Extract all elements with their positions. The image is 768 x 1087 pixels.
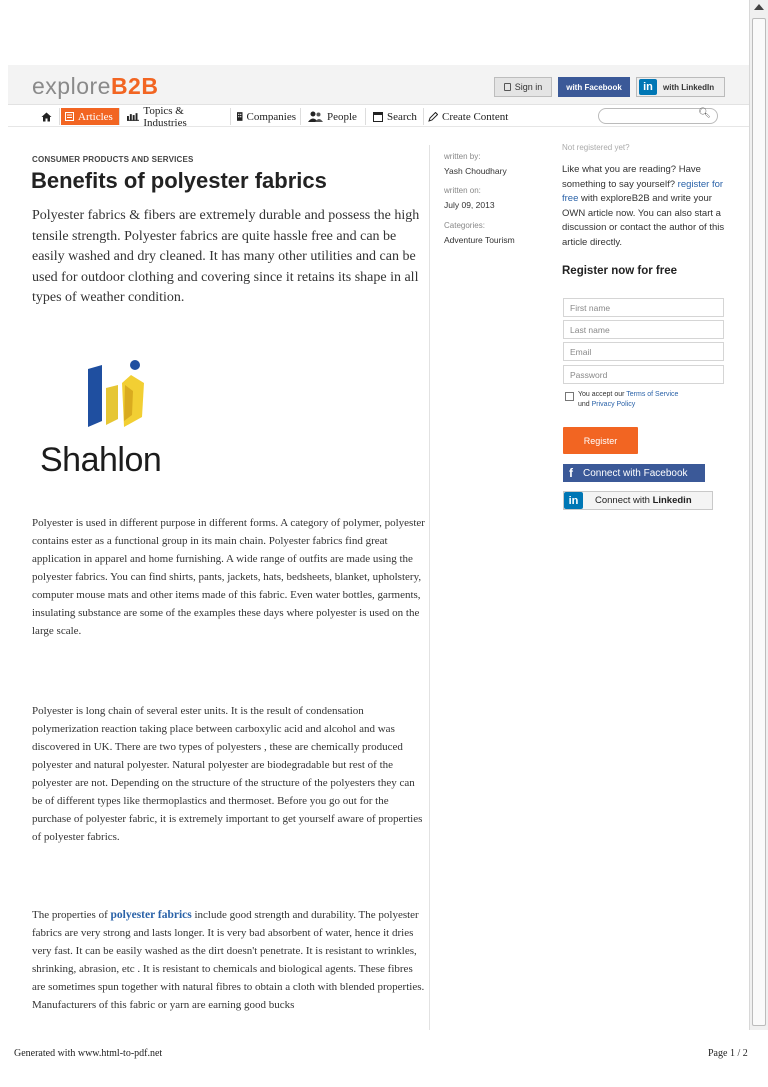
terms-text xyxy=(578,390,678,410)
scrollbar-thumb[interactable] xyxy=(752,18,766,1026)
terms-und: und xyxy=(578,401,592,408)
terms-checkbox[interactable] xyxy=(565,392,574,401)
login-facebook-button[interactable] xyxy=(558,77,630,97)
nav-search-input[interactable] xyxy=(598,108,718,124)
home-icon xyxy=(41,112,52,122)
nav-item-companies[interactable] xyxy=(233,108,301,125)
password-field[interactable]: Password xyxy=(563,365,724,384)
author-name[interactable]: Yash Choudhary xyxy=(444,166,507,176)
pencil-icon xyxy=(428,112,438,122)
terms-prefix: You accept our xyxy=(578,391,627,398)
paragraph-3-intro: The properties of xyxy=(32,909,111,921)
article-category[interactable]: CONSUMER PRODUCTS AND SERVICES xyxy=(32,155,194,164)
nav-item-articles[interactable] xyxy=(61,108,120,125)
nav-item-create-content[interactable] xyxy=(424,108,516,125)
building-icon xyxy=(237,111,243,122)
connect-facebook-button[interactable] xyxy=(563,464,705,482)
pitch-text-1: Like what you are reading? Have something to say yourself? xyxy=(562,164,701,190)
publish-date: July 09, 2013 xyxy=(444,200,495,210)
connect-facebook-label: Connect with Facebook xyxy=(583,467,688,479)
written-on-label: written on: xyxy=(444,186,481,195)
people-icon xyxy=(308,111,323,122)
not-registered-text: Not registered yet? xyxy=(562,143,630,152)
logo-suffix: B2B xyxy=(110,73,159,99)
main-nav xyxy=(8,105,749,127)
magnifier-icon[interactable]: 🔍︎ xyxy=(698,108,711,119)
articles-icon xyxy=(65,112,74,121)
sign-in-label: Sign in xyxy=(514,82,543,92)
article-lead: Polyester fabrics & fibers are extremely durable and possess the high tensile strength. Polyester fabrics are quite hassle free and can be easily washed and dry cleaned. It has many other utilities and can be used for outdoor clothing and covering since it retains its shape in all types of weather condition. xyxy=(32,208,420,305)
categories-label: Categories: xyxy=(444,221,485,230)
paragraph-3-body: include good strength and durability. The polyester fabrics are very strong and lasts longer. It is very bad absorbent of water, hence it dries very fast. It can be easily washed as the dirt doesn't penetrate. It is resistant to wrinkles, shrinking, abrasion, etc . It is resistant to chemicals and biological agents. These fibres are sometimes spun together with natural fibres to obtain a cloth with blended properties. Manufacturers of this fabric or yarn are earning good bucks xyxy=(32,909,425,1011)
connect-linkedin-brand: Linkedin xyxy=(652,495,692,506)
nav-item-topics[interactable] xyxy=(123,104,231,129)
written-by-label: written by: xyxy=(444,152,481,161)
sign-in-button[interactable] xyxy=(494,77,552,97)
privacy-policy-link[interactable]: Privacy Policy xyxy=(591,401,636,408)
register-heading: Register now for free xyxy=(562,265,678,277)
nav-label-create-content: Create Content xyxy=(442,110,509,123)
vertical-scrollbar[interactable] xyxy=(749,0,768,1030)
logo-prefix: explore xyxy=(32,73,111,99)
shahlon-wordmark: Shahlon xyxy=(40,441,162,479)
sidebar-pitch xyxy=(562,163,732,250)
page-number: Page 1 / 2 xyxy=(708,1048,748,1059)
site-header xyxy=(8,65,749,105)
article-paragraph-1: Polyester is used in different purpose in different forms. A category of polymer, polyester contains ester as a functional group in its main chain. Polyester fabrics find great application in apparel and home furnishing. A wide range of outfits are made using the polyester fabrics. You can find shirts, pants, jackets, hats, bedsheets, blanket, upholstery, computer mouse mats and other items made of this fabric. Even water bottles, garments, insulating substance are some of the examples these days where polyester is used on the large scale. xyxy=(32,517,425,637)
polyester-fabrics-link[interactable]: polyester fabrics xyxy=(110,909,192,921)
article-paragraph-3 xyxy=(32,906,427,1014)
connect-linkedin-label xyxy=(595,495,692,506)
nav-label-articles: Articles xyxy=(78,110,113,123)
login-linkedin-label: with LinkedIn xyxy=(663,82,715,92)
nav-label-topics: Topics & Industries xyxy=(143,104,187,129)
linkedin-icon: in xyxy=(639,79,657,95)
generated-footer: Generated with www.html-to-pdf.net xyxy=(14,1048,163,1059)
scroll-up-arrow-icon[interactable] xyxy=(754,4,764,10)
lock-icon xyxy=(504,83,511,91)
register-free-link[interactable]: register for free xyxy=(562,178,724,204)
login-linkedin-button[interactable] xyxy=(636,77,725,97)
category-link[interactable]: Adventure Tourism xyxy=(444,235,515,245)
connect-linkedin-button[interactable] xyxy=(563,491,713,510)
shahlon-logo-image xyxy=(32,335,197,500)
search-icon xyxy=(373,112,383,122)
nav-label-search: Search xyxy=(387,110,417,123)
first-name-field[interactable]: First name xyxy=(563,298,724,317)
linkedin-icon: in xyxy=(564,492,583,509)
site-logo[interactable] xyxy=(32,73,158,100)
nav-label-companies: Companies xyxy=(246,110,296,123)
nav-label-people: People xyxy=(327,110,357,123)
nav-item-search[interactable] xyxy=(369,108,424,125)
register-button[interactable]: Register xyxy=(563,427,638,454)
chart-icon xyxy=(127,112,139,121)
login-facebook-label: with Facebook xyxy=(566,82,622,92)
facebook-icon: f xyxy=(569,466,573,480)
nav-item-home[interactable] xyxy=(34,108,60,125)
article-title: Benefits of polyester fabrics xyxy=(31,168,327,193)
connect-linkedin-prefix: Connect with xyxy=(595,495,653,506)
pitch-text-2: with exploreB2B and write your OWN article now. You can also start a discussion or contact the author of this article directly. xyxy=(562,193,725,248)
article-paragraph-2: Polyester is long chain of several ester units. It is the result of condensation polymerization reaction taking place between carboxylic acid and alcohol and was discovered in UK. There are two types of polyesters , these are chemically produced polyester and natural polyester. Natural polyester are biodegradable but rest of the polyester are not. Depending on the structure of the structure of the polyesters they can be of different types like thermoplastics and thermoset. Before you go out for the purchase of polyester fabric, it is extremely important to get yourself aware of properties of polyester fabrics. xyxy=(32,705,423,843)
last-name-field[interactable]: Last name xyxy=(563,320,724,339)
email-field[interactable]: Email xyxy=(563,342,724,361)
nav-item-people[interactable] xyxy=(304,108,366,125)
terms-of-service-link[interactable]: Terms of Service xyxy=(626,391,679,398)
shahlon-mark-icon xyxy=(32,335,197,435)
